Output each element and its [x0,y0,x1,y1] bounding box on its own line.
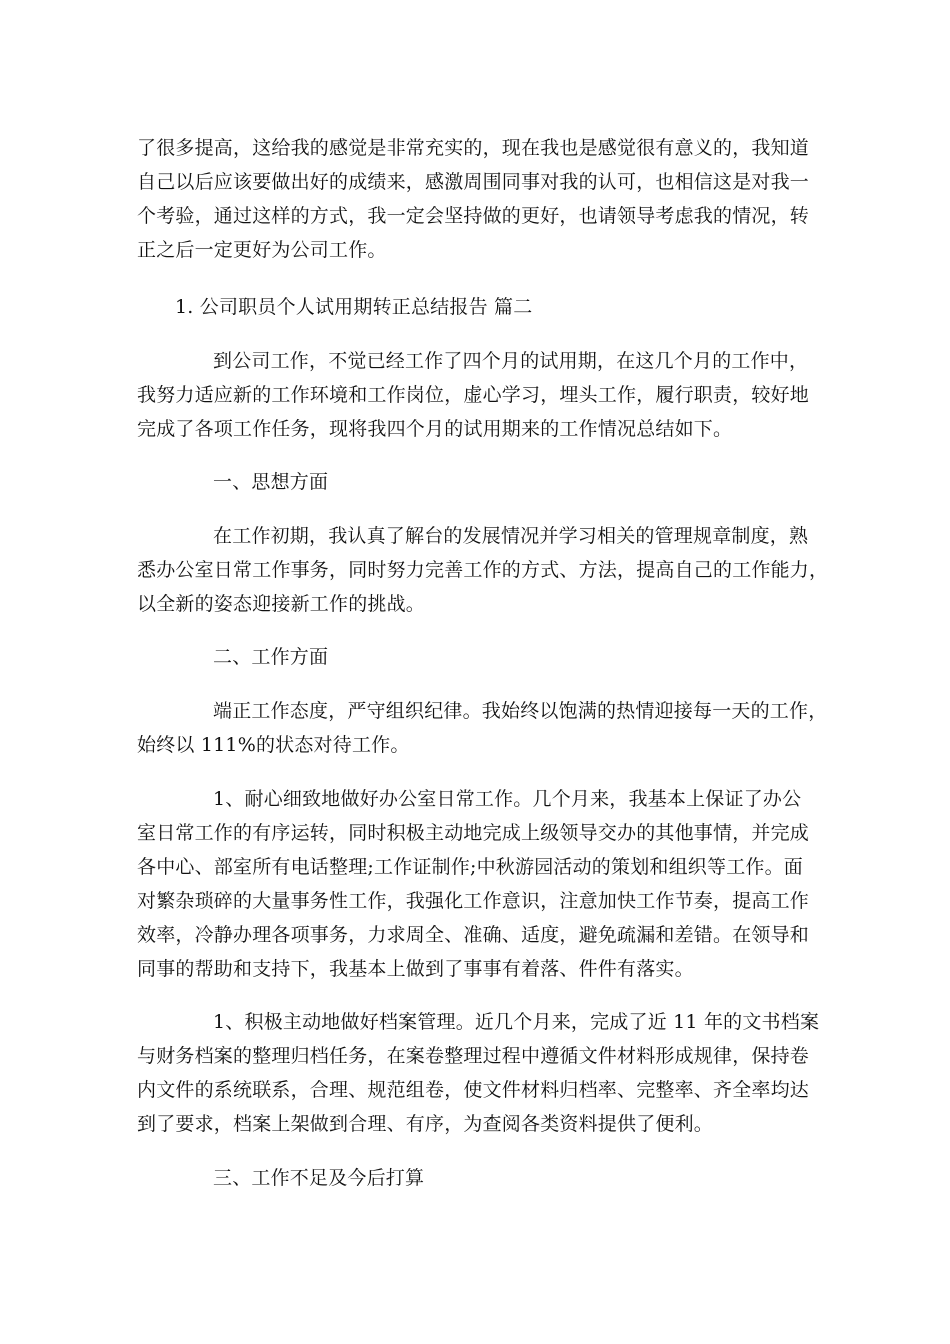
paragraph-line: 端正工作态度，严守组织纪律。我始终以饱满的热情迎接每一天的工作， [213,700,828,722]
paragraph-line: 在工作初期，我认真了解台的发展情况并学习相关的管理规章制度，熟 [213,525,809,547]
subheading: 二、工作方面 [213,646,329,668]
paragraph-line: 到公司工作，不觉已经工作了四个月的试用期，在这几个月的工作中， [213,350,809,372]
paragraph-line: 完成了各项工作任务，现将我四个月的试用期来的工作情况总结如下。 [137,418,733,440]
paragraph-line: 正之后一定更好为公司工作。 [137,239,387,261]
paragraph-line: 同事的帮助和支持下，我基本上做到了事事有着落、件件有落实。 [137,958,694,980]
paragraph-line: 悉办公室日常工作事务，同时努力完善工作的方式、方法，提高自己的工作能力， [137,559,829,581]
paragraph-line: 内文件的系统联系，合理、规范组卷，使文件材料归档率、完整率、齐全率均达 [137,1079,810,1101]
section-title: 1. 公司职员个人试用期转正总结报告 篇二 [175,296,533,318]
paragraph-line: 效率，冷静办理各项事务，力求周全、准确、适度，避免疏漏和差错。在领导和 [137,924,810,946]
paragraph-line: 1、耐心细致地做好办公室日常工作。几个月来，我基本上保证了办公 [213,788,802,810]
subheading: 一、思想方面 [213,471,329,493]
paragraph-line: 1、积极主动地做好档案管理。近几个月来，完成了近 11 年的文书档案 [213,1011,820,1033]
paragraph-line: 各中心、部室所有电话整理;工作证制作;中秋游园活动的策划和组织等工作。面 [137,856,804,878]
paragraph-line: 到了要求，档案上架做到合理、有序，为查阅各类资料提供了便利。 [137,1113,714,1135]
paragraph-line: 对繁杂琐碎的大量事务性工作，我强化工作意识，注意加快工作节奏，提高工作 [137,890,810,912]
paragraph-line: 与财务档案的整理归档任务，在案卷整理过程中遵循文件材料形成规律，保持卷 [137,1045,810,1067]
paragraph-line: 以全新的姿态迎接新工作的挑战。 [137,593,426,615]
paragraph-line: 了很多提高，这给我的感觉是非常充实的，现在我也是感觉很有意义的，我知道 [137,137,810,159]
paragraph-line: 我努力适应新的工作环境和工作岗位，虚心学习，埋头工作，履行职责，较好地 [137,384,810,406]
paragraph-line: 个考验，通过这样的方式，我一定会坚持做的更好，也请领导考虑我的情况，转 [137,205,810,227]
paragraph-line: 室日常工作的有序运转，同时积极主动地完成上级领导交办的其他事情，并完成 [137,822,810,844]
subheading: 三、工作不足及今后打算 [213,1167,425,1189]
paragraph-line: 自己以后应该要做出好的成绩来，感激周围同事对我的认可，也相信这是对我一 [137,171,810,193]
paragraph-line: 始终以 111%的状态对待工作。 [137,734,410,756]
